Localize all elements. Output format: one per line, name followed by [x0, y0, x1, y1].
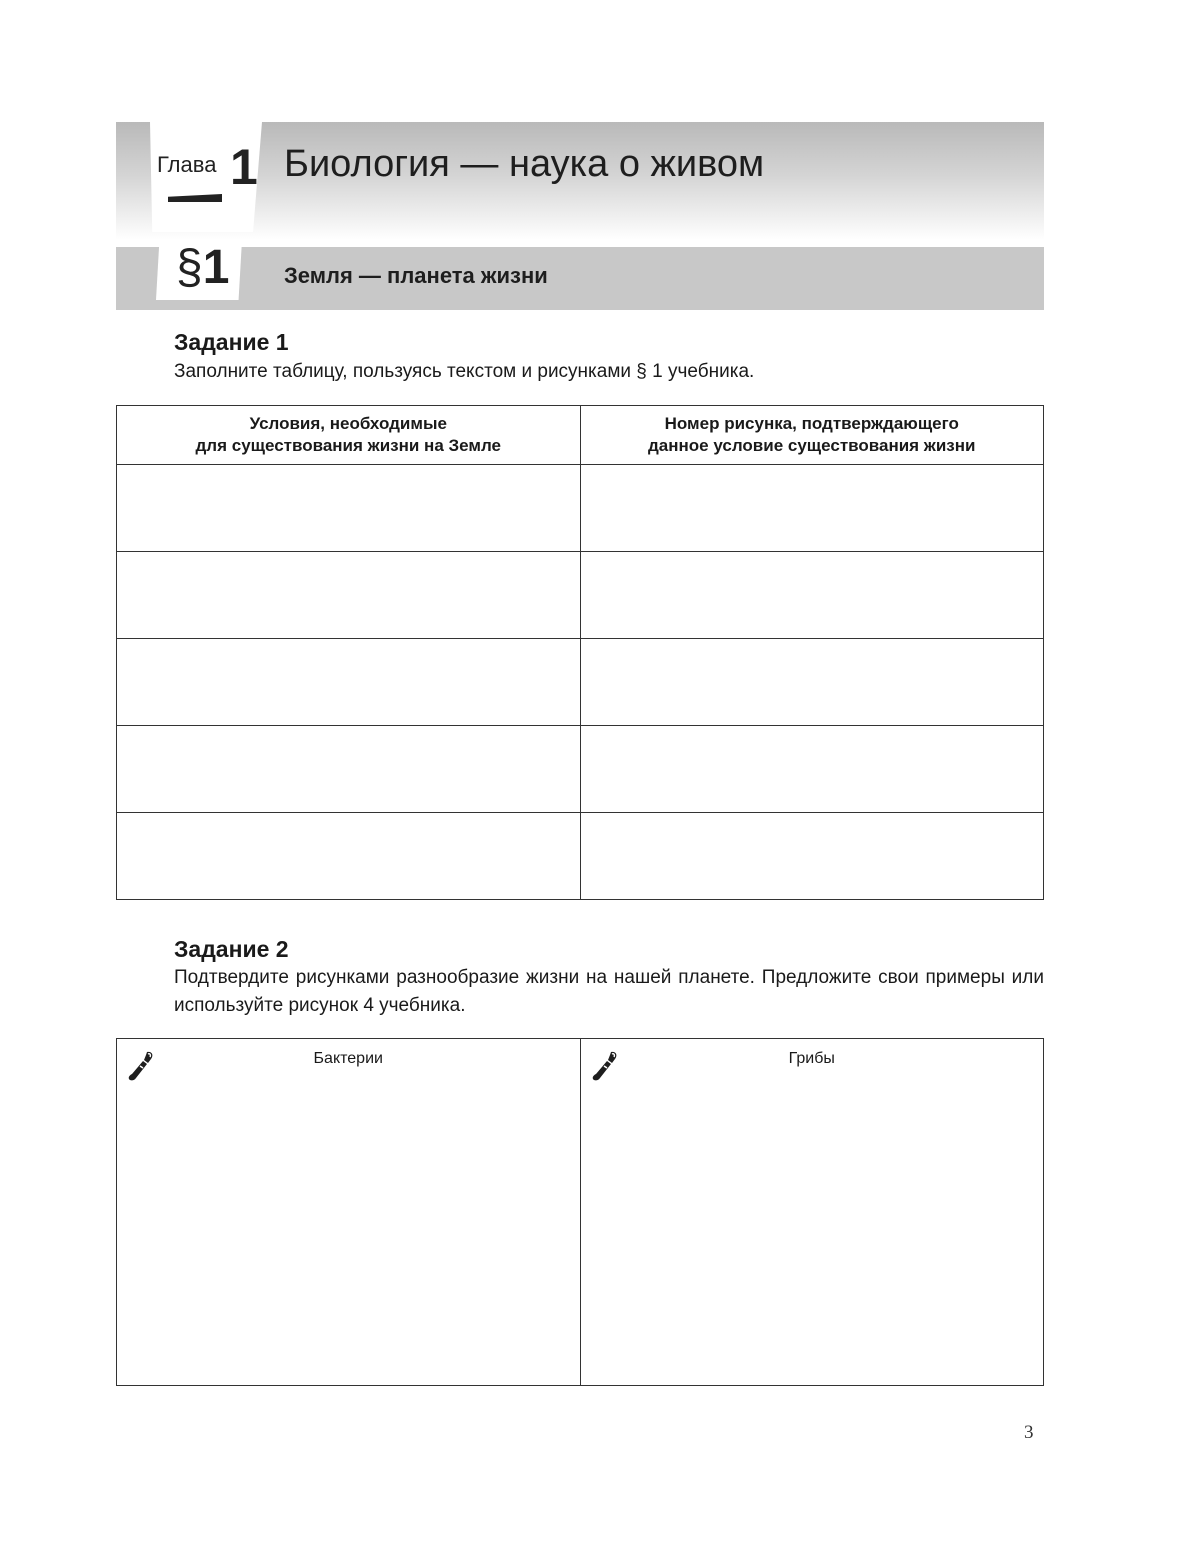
section-number: 1 [202, 241, 230, 294]
table-cell-figure[interactable] [580, 552, 1044, 639]
task1-heading: Задание 1 [174, 329, 289, 355]
table-row [117, 552, 1044, 639]
page-number: 3 [1024, 1422, 1034, 1443]
chapter-word: Глава [157, 152, 217, 177]
task2-heading: Задание 2 [174, 936, 289, 962]
section-sign: § [176, 241, 203, 294]
header-line: Номер рисунка, подтверждающего [664, 414, 959, 433]
table-row [117, 639, 1044, 726]
header-line: Условия, необходимые [249, 414, 447, 433]
drawing-cell-fungi[interactable] [580, 1039, 1044, 1385]
section-mark [176, 240, 229, 295]
table-header-row [117, 406, 1044, 465]
table-cell-condition[interactable] [117, 465, 581, 552]
task1-instruction: Заполните таблицу, пользуясь текстом и рисунками § 1 учебника. [174, 361, 755, 382]
header-line: данное условие существования жизни [648, 436, 976, 455]
task2-instruction: Подтвердите рисунками разнообразие жизни на нашей планете. Предложите свои примеры или используйте рисунок 4 учебника. [174, 967, 1044, 1016]
conditions-table [116, 405, 1044, 900]
chapter-title: Биология — наука о живом [284, 143, 765, 185]
section-title: Земля — планета жизни [284, 263, 548, 288]
table-header-figure-number [580, 406, 1044, 465]
section-header-band [116, 247, 1044, 310]
drawing-cell-label: Бактерии [313, 1050, 383, 1067]
table-cell-condition[interactable] [117, 552, 581, 639]
table-header-conditions [117, 406, 581, 465]
table-cell-figure[interactable] [580, 639, 1044, 726]
drawing-grid [116, 1038, 1044, 1386]
drawing-cell-bacteria[interactable] [117, 1039, 580, 1385]
table-row [117, 465, 1044, 552]
table-row [117, 726, 1044, 813]
table-cell-figure[interactable] [580, 465, 1044, 552]
header-line: для существования жизни на Земле [195, 436, 501, 455]
table-row [117, 813, 1044, 900]
table-cell-figure[interactable] [580, 726, 1044, 813]
table-cell-condition[interactable] [117, 726, 581, 813]
chapter-number: 1 [230, 139, 258, 195]
drawing-cell-label: Грибы [788, 1050, 835, 1067]
table-cell-figure[interactable] [580, 813, 1044, 900]
table-cell-condition[interactable] [117, 639, 581, 726]
table-cell-condition[interactable] [117, 813, 581, 900]
